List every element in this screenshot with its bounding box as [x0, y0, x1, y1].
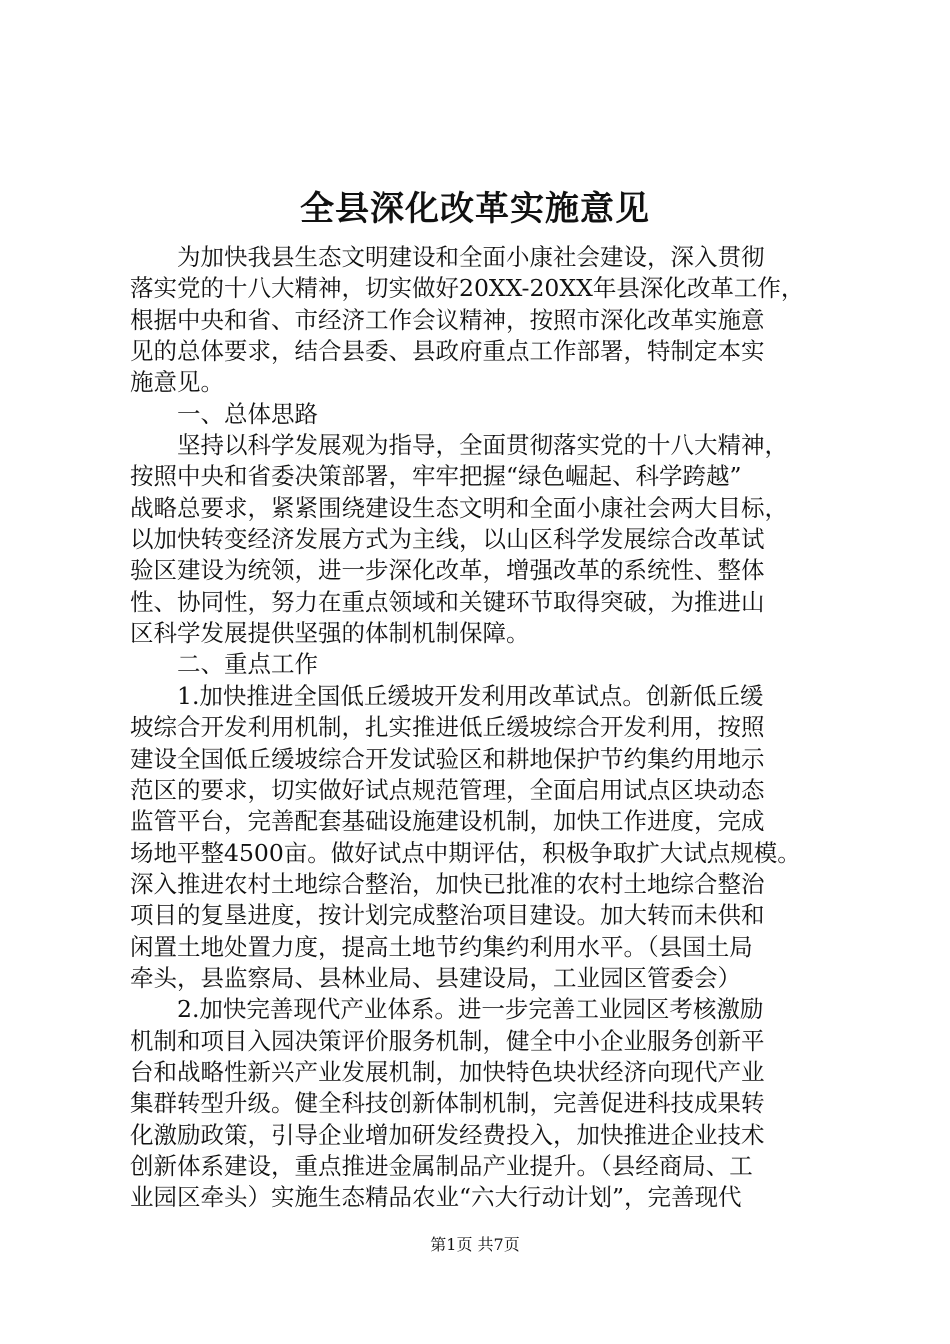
overall-approach-paragraph: 坚持以科学发展观为指导，全面贯彻落实党的十八大精神， 按照中央和省委决策部署，牢牢把握“绿色崛起、科学跨越” 战略总要求，紧紧围绕建设生态文明和全面小康社会两大目标， 以加快转变经济发展方式为主线，以山区科学发展综合改革试 验区建设为统领，进一步深化改革，增强改革的系统性、整体 性、协同性，努力在重点领域和关键环节取得突破，为推进山 区科学发展提供坚强的体制机制保障。 [130, 431, 788, 648]
key-work-item-2: 2.加快完善现代产业体系。进一步完善工业园区考核激励 机制和项目入园决策评价服务机制，健全中小企业服务创新平 台和战略性新兴产业发展机制，加快特色块状经济向现代产业 集群转型升级。健全科技创新体制机制，完善促进科技成果转 化激励政策，引导企业增加研发经费投入，加快推进企业技术 创新体系建设，重点推进金属制品产业提升。（县经商局、工 业园区牵头）实施生态精品农业“六大行动计划”，完善现代 [130, 995, 765, 1212]
page-number-footer: 第1页 共7页 [430, 1235, 520, 1254]
section-heading-key-work: 二、重点工作 [177, 650, 318, 679]
section-heading-overall-approach: 一、总体思路 [177, 399, 318, 428]
document-body [130, 242, 830, 1214]
key-work-item-1: 1.加快推进全国低丘缓坡开发利用改革试点。创新低丘缓 坡综合开发利用机制，扎实推进低丘缓坡综合开发利用，按照 建设全国低丘缓坡综合开发试验区和耕地保护节约集约用地示 范区的要求，切实做好试点规范管理，全面启用试点区块动态 监管平台，完善配套基础设施建设机制，加快工作进度，完成 场地平整4500亩。做好试点中期评估，积极争取扩大试点规模。 深入推进农村土地综合整治，加快已批准的农村土地综合整治 项目的复垦进度，按计划完成整治项目建设。加大转而未供和 闲置土地处置力度，提高土地节约集约利用水平。（县国土局 牵头，县监察局、县林业局、县建设局，工业园区管委会） [130, 681, 801, 992]
intro-paragraph: 为加快我县生态文明建设和全面小康社会建设，深入贯彻 落实党的十八大精神，切实做好20XX-20XX年县深化改革工作， 根据中央和省、市经济工作会议精神，按照市深化改革实施意 见的总体要求，结合县委、县政府重点工作部署，特制定本实 施意见。 [130, 243, 805, 397]
document-title: 全县深化改革实施意见 [300, 189, 650, 229]
